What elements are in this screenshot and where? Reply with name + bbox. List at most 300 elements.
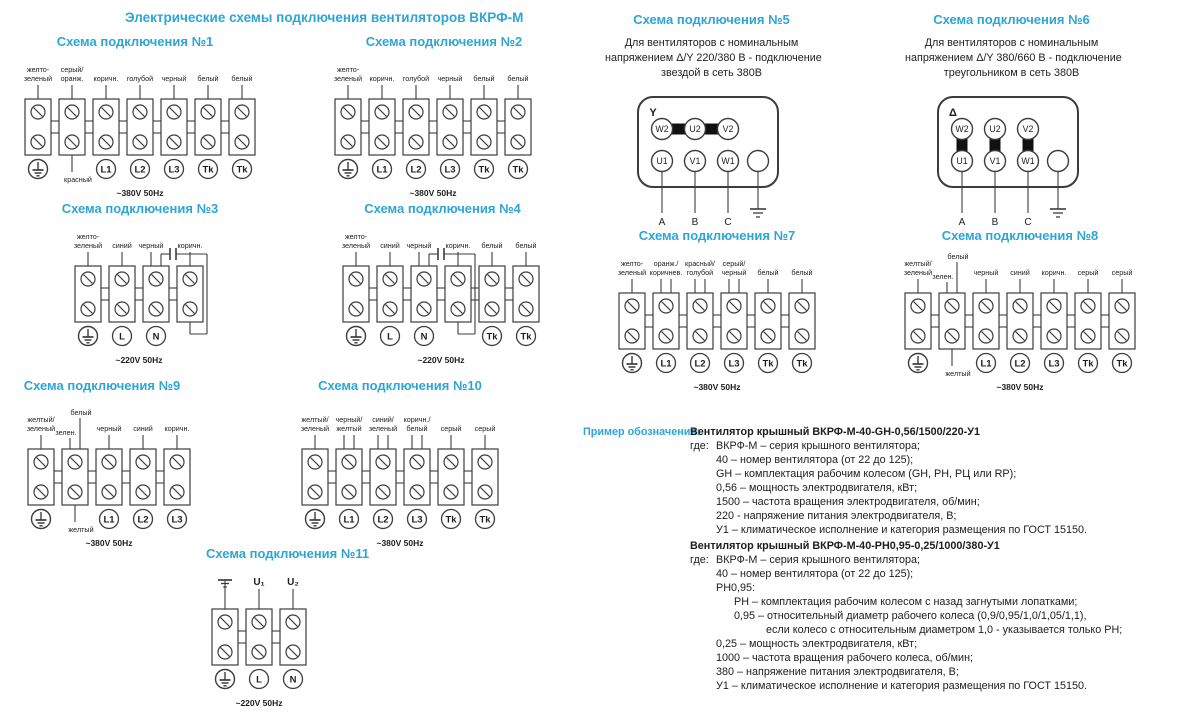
wire-label: белый [791,268,813,277]
wire-label: желтый/ [27,415,55,424]
screw-icon [1047,329,1061,343]
scheme-11 [206,546,370,711]
screw-icon [286,645,300,659]
phase-label: C [1024,217,1032,228]
terminal-label: L1 [980,358,992,370]
example-line: PH0,95: [716,582,756,594]
scheme-8 [899,228,1141,395]
wire-label: голубой [126,74,154,83]
screw-icon [444,485,458,499]
screw-icon [68,485,82,499]
terminal-label: Tk [796,358,808,370]
wiring-diagram-svg [206,565,312,711]
description-line: Для вентиляторов с номинальным [924,37,1099,49]
wire-label: черный [721,268,747,277]
phase-label: A [958,217,966,228]
scheme-7-title: Схема подключения №7 [638,228,796,243]
scheme-10-diagram [296,405,504,551]
motor-terminal-label: V1 [689,156,701,167]
terminal-label: L2 [377,514,389,526]
wire-label: коричн. [445,241,471,250]
screw-icon [417,302,431,316]
wire-label: желтый [68,525,94,534]
screw-icon [376,455,390,469]
motor-diagram-svg [626,91,796,236]
wire-label: голубой [402,74,430,83]
motor-terminal-label: U1 [656,156,668,167]
voltage-label: ~220V 50Hz [115,355,163,365]
wire-label: синий [1010,268,1030,277]
terminal-label: L2 [694,358,706,370]
screw-icon [342,455,356,469]
screw-icon [727,329,741,343]
example-line: ВКРФ-М – серия крышного вентилятора; [716,554,921,566]
screw-icon [99,135,113,149]
scheme-10 [296,378,504,551]
motor-terminal [748,151,769,172]
voltage-label: ~380V 50Hz [693,382,741,392]
motor-diagram-svg [926,91,1096,236]
earth-icon [750,209,766,217]
motor-box [638,97,778,187]
wire-label: белый [70,408,92,417]
screw-icon [375,135,389,149]
description-line: напряжением Δ/Y 380/660 В - подключение [905,52,1122,64]
screw-icon [451,302,465,316]
screw-icon [727,299,741,313]
wire-label: черный/ [335,415,363,424]
example-block-2 [583,539,1184,693]
wire-label: желто- [26,65,50,74]
wiring-diagram-svg [69,222,209,368]
example-line: 1500 – частота вращения электродвигателя, об/мин; [716,496,980,508]
example-label: Пример обозначения: [583,426,701,438]
wire-label: зеленый [26,424,56,433]
wire-label: коричн. [164,424,190,433]
example-line: 40 – номер вентилятора (от 22 до 125); [716,454,914,466]
wire-label: U₁ [253,577,265,588]
example-line: У1 – климатическое исполнение и категория размещения по ГОСТ 15150. [716,680,1087,692]
ground-icon [306,510,325,529]
screw-icon [1115,329,1129,343]
screw-icon [183,302,197,316]
wire-label: зелен. [55,428,77,437]
terminal-label: L2 [137,514,149,526]
wire-label: серый [474,424,496,433]
screw-icon [1081,299,1095,313]
screw-icon [65,135,79,149]
wiring-diagram-svg [22,405,196,551]
where-label: где: [690,554,709,566]
description-line: звездой в сеть 380В [661,67,762,79]
wire-label: коричн. [93,74,119,83]
terminal-label: Tk [1082,358,1094,370]
wire-label: красный [64,175,92,184]
scheme-1-title: Схема подключения №1 [56,34,214,49]
screw-icon [945,299,959,313]
wiring-diagram-svg [899,249,1141,395]
scheme-11-diagram [206,565,312,711]
screw-icon [911,329,925,343]
terminal-label: L1 [103,514,115,526]
screw-icon [659,299,673,313]
screw-icon [443,105,457,119]
screw-icon [342,485,356,499]
ground-icon [347,327,366,346]
screw-icon [375,105,389,119]
screw-icon [115,302,129,316]
screw-icon [201,135,215,149]
wire-label: зеленый [333,74,363,83]
screw-icon [218,645,232,659]
screw-icon [409,135,423,149]
scheme-10-title: Схема подключения №10 [318,378,482,393]
scheme-8-title: Схема подключения №8 [941,228,1099,243]
terminal-label: L3 [171,514,183,526]
screw-icon [218,615,232,629]
scheme-5-title: Схема подключения №5 [633,12,790,27]
voltage-label: ~380V 50Hz [409,188,457,198]
screw-icon [1047,299,1061,313]
example-line: GH – комплектация рабочим колесом (GH, PH, РЦ или RP); [716,468,1017,480]
screw-icon [136,485,150,499]
example-line: 0,56 – мощность электродвигателя, кВт; [716,482,918,494]
wire-label: синий [112,241,132,250]
example-line: У1 – климатическое исполнение и категория размещения по ГОСТ 15150. [716,524,1087,536]
screw-icon [519,302,533,316]
wire-label: черный [406,241,432,250]
wire-label: черный [437,74,463,83]
description-line: Для вентиляторов с номинальным [624,37,799,49]
wire-label: черный [161,74,187,83]
wire-label: синий [380,241,400,250]
screw-icon [511,105,525,119]
ground-icon [32,510,51,529]
screw-icon [81,302,95,316]
screw-icon [68,455,82,469]
screw-icon [443,135,457,149]
screw-icon [761,329,775,343]
screw-icon [99,105,113,119]
page-title: Электрические схемы подключения вентиляторов ВКРФ-М [125,10,524,25]
terminal-label: L2 [1014,358,1026,370]
example-2-lines [716,553,1184,693]
example-line: ВКРФ-М – серия крышного вентилятора; [716,440,921,452]
screw-icon [349,302,363,316]
motor-terminal-label: V2 [722,124,734,135]
screw-icon [795,299,809,313]
terminal-label: L1 [100,164,112,176]
wire-label: серый [1111,268,1133,277]
screw-icon [477,105,491,119]
terminal-label: Tk [520,331,532,343]
screw-icon [349,272,363,286]
screw-icon [252,615,266,629]
scheme-9-diagram [15,405,189,551]
scheme-3-diagram [30,222,250,368]
voltage-label: ~220V 50Hz [417,355,465,365]
screw-icon [410,485,424,499]
scheme-4 [330,201,555,368]
terminal-label: L [256,674,262,686]
screw-icon [417,272,431,286]
wiring-diagram-svg [296,405,504,551]
terminal-label: N [289,674,297,686]
screw-icon [795,329,809,343]
scheme-5 [605,12,822,236]
wiring-diagram-svg [19,55,261,201]
screw-icon [659,329,673,343]
motor-terminal-label: V1 [989,156,1001,167]
motor-terminal-label: W1 [1021,156,1035,167]
screw-icon [945,329,959,343]
screw-icon [167,105,181,119]
wire-label: белый [481,241,503,250]
terminal-label: L3 [411,514,423,526]
example-1-lines [716,439,1184,537]
scheme-4-title: Схема подключения №4 [364,201,521,216]
ground-icon [79,327,98,346]
terminal-label: N [420,331,428,343]
wire-label: зеленый [300,424,330,433]
motor-terminal-label: U1 [956,156,968,167]
screw-icon [341,135,355,149]
wire-label: оранж./ [653,259,679,268]
terminal-label: L3 [168,164,180,176]
wire-label: зеленый [341,241,371,250]
terminal-label: Tk [478,164,490,176]
wiring-diagram-svg [337,222,545,368]
screw-icon [625,299,639,313]
wire-label: белый [231,74,253,83]
screw-icon [693,329,707,343]
voltage-label: ~380V 50Hz [376,538,424,548]
wire-label: желто- [76,232,100,241]
scheme-4-diagram [330,222,555,368]
example-line: 0,95 – относительный диаметр рабочего колеса (0,9/0,95/1,0/1,05/1,1), [734,610,1087,622]
example-line: 220 - напряжение питания электродвигателя, В; [716,510,957,522]
screw-icon [409,105,423,119]
wire-label: зеленый [73,241,103,250]
screw-icon [761,299,775,313]
terminal-label: L3 [728,358,740,370]
voltage-label: ~220V 50Hz [235,698,283,708]
terminal-label: L1 [660,358,672,370]
terminal-label: L2 [134,164,146,176]
scheme-5-diagram [605,91,818,236]
phase-label: B [991,217,999,228]
wire-label: желто- [336,65,360,74]
where-label: где: [690,440,709,452]
screw-icon [252,645,266,659]
wire-label: белый [406,424,428,433]
wire-label: синий [133,424,153,433]
designation-example [583,425,1184,693]
screw-icon [102,455,116,469]
terminal-label: Tk [445,514,457,526]
wire-label: желтый/ [301,415,329,424]
wire-label: зеленый [903,268,933,277]
terminal-label: L1 [376,164,388,176]
scheme-3-title: Схема подключения №3 [61,201,219,216]
screw-icon [65,105,79,119]
scheme-2-title: Схема подключения №2 [365,34,523,49]
wire-label: белый [757,268,779,277]
terminal-label: Tk [202,164,214,176]
terminal-label: N [152,331,160,343]
wire-label: желто- [344,232,368,241]
wire-label: U₂ [287,577,299,588]
screw-icon [1013,299,1027,313]
screw-icon [341,105,355,119]
screw-icon [34,485,48,499]
wire-label: белый [507,74,529,83]
wiring-diagram-svg [613,249,821,395]
example-block-1 [583,425,1184,537]
example-line: 40 – номер вентилятора (от 22 до 125); [716,568,914,580]
description-line: напряжением Δ/Y 220/380 В - подключение [605,52,822,64]
scheme-2-diagram [326,55,562,201]
screw-icon [170,485,184,499]
phase-label: B [691,217,699,228]
screw-icon [410,455,424,469]
screw-icon [133,135,147,149]
earth-icon [218,580,232,609]
wire-label: черный [138,241,164,250]
motor-terminal [1048,151,1069,172]
wire-label: черный [96,424,122,433]
scheme-7-diagram [613,249,821,395]
wire-label: коричн. [369,74,395,83]
motor-terminal-label: W1 [721,156,735,167]
screw-icon [31,105,45,119]
screw-icon [451,272,465,286]
wire-label: зеленый [617,268,647,277]
screw-icon [444,455,458,469]
screw-icon [485,272,499,286]
wire-label: серый/ [60,65,84,74]
ground-icon [29,160,48,179]
screw-icon [979,299,993,313]
wire-label: коричн. [1041,268,1067,277]
terminal-label: L2 [410,164,422,176]
wire-label: красный/ [685,259,715,268]
example-line: 380 – напряжение питания электродвигателя, В; [716,666,959,678]
screw-icon [911,299,925,313]
wire-label: белый [515,241,537,250]
terminal-label: Tk [236,164,248,176]
wire-label: белый [947,252,969,261]
screw-icon [167,135,181,149]
scheme-9 [15,378,189,551]
screw-icon [519,272,533,286]
wire-label: зеленый [23,74,53,83]
wire-label: серый/ [722,259,746,268]
wire-label: серый [1077,268,1099,277]
wire-label: коричн./ [403,415,431,424]
description-line: треугольником в сеть 380В [943,67,1080,79]
screw-icon [102,485,116,499]
screw-icon [31,135,45,149]
terminal-label: L [387,331,393,343]
wire-label: коричн. [177,241,203,250]
screw-icon [133,105,147,119]
motor-terminal-label: U2 [689,124,701,135]
example-line: если колесо с относительным диаметром 1,0 - указывается только PH; [766,624,1123,636]
ground-icon [623,354,642,373]
ground-icon [216,670,235,689]
scheme-6-diagram [905,91,1118,236]
screw-icon [81,272,95,286]
example-line: PH – комплектация рабочим колесом с назад загнутыми лопатками; [734,596,1078,608]
screw-icon [136,455,150,469]
screw-icon [979,329,993,343]
scheme-1 [14,34,256,201]
voltage-label: ~380V 50Hz [116,188,164,198]
terminal-label: Tk [1116,358,1128,370]
example-1-title: Вентилятор крышный ВКРФ-М-40-GH-0,56/1500/220-У1 [690,426,980,438]
wire-label: оранж. [60,74,84,83]
winding-mark: Y [649,107,657,119]
screw-icon [1115,299,1129,313]
scheme-1-diagram [14,55,256,201]
screw-icon [478,455,492,469]
screw-icon [235,135,249,149]
screw-icon [170,455,184,469]
voltage-label: ~380V 50Hz [996,382,1044,392]
scheme-8-diagram [899,249,1141,395]
scheme-9-title: Схема подключения №9 [23,378,181,393]
wire-label: голубой [686,268,714,277]
scheme-6-title: Схема подключения №6 [933,12,1090,27]
wire-label: желтый [336,424,362,433]
screw-icon [235,105,249,119]
screw-icon [625,329,639,343]
example-label-spacer [583,539,690,553]
winding-mark: Δ [949,107,957,119]
scheme-6-description [905,36,1122,81]
terminal-label: L3 [444,164,456,176]
terminal-label: Tk [479,514,491,526]
terminal-label: L3 [1048,358,1060,370]
screw-icon [376,485,390,499]
motor-terminal-label: W2 [655,124,669,135]
screw-icon [485,302,499,316]
screw-icon [149,302,163,316]
example-line: 0,25 – мощность электродвигателя, кВт; [716,638,918,650]
wire-label: белый [473,74,495,83]
scheme-6 [905,12,1122,236]
phase-label: A [658,217,666,228]
example-line: 1000 – частота вращения рабочего колеса, об/мин; [716,652,974,664]
wire-label: коричнев. [649,268,683,277]
terminal-label: L1 [343,514,355,526]
screw-icon [1081,329,1095,343]
wire-label: зеленый [368,424,398,433]
wire-label: синий/ [372,415,394,424]
screw-icon [183,272,197,286]
wire-label: белый [197,74,219,83]
scheme-3 [30,201,250,368]
screw-icon [693,299,707,313]
scheme-11-title: Схема подключения №11 [206,546,370,561]
screw-icon [511,135,525,149]
wire-label: желтый [945,369,971,378]
scheme-5-description [605,36,822,81]
motor-terminal-label: U2 [989,124,1001,135]
screw-icon [308,455,322,469]
screw-icon [1013,329,1027,343]
